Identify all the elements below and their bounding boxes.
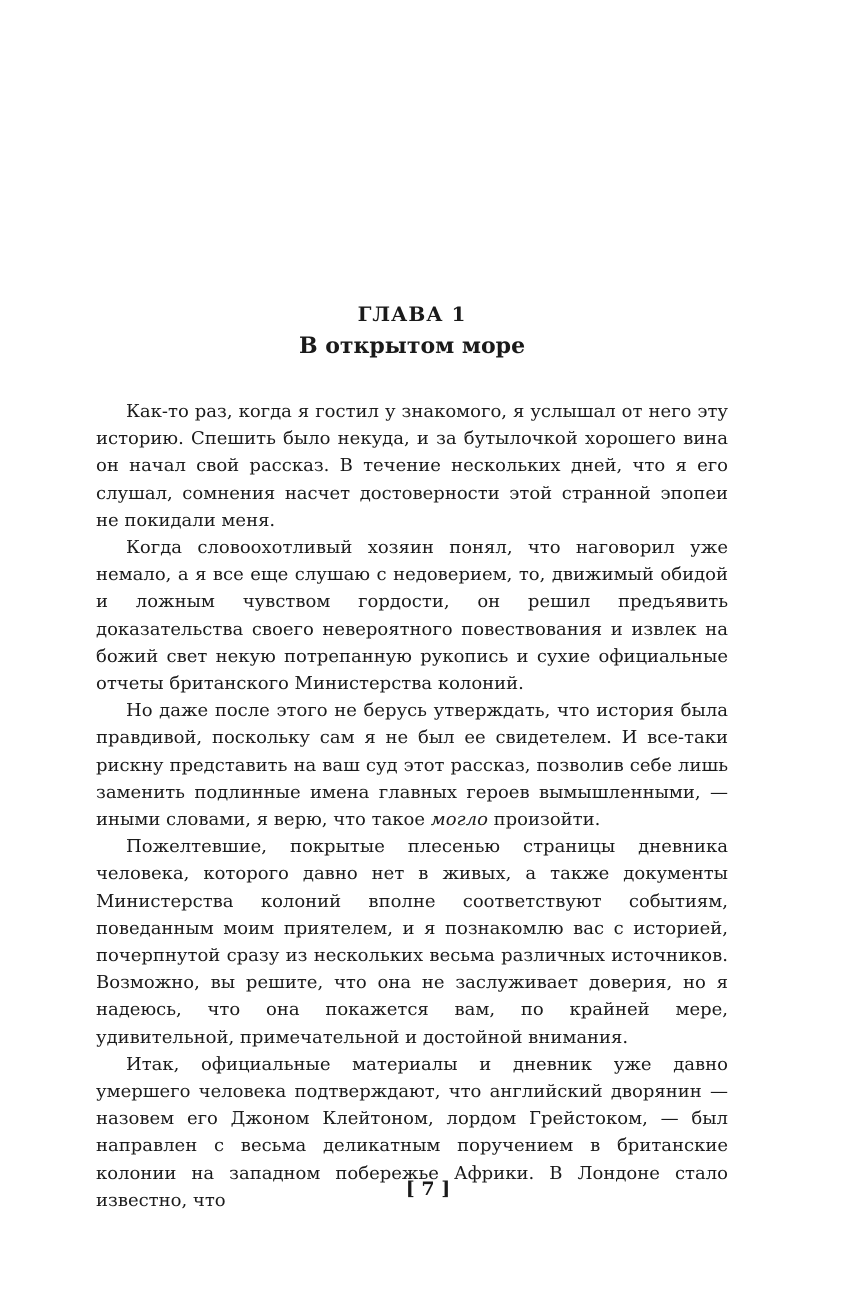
chapter-label: ГЛАВА 1 xyxy=(357,302,467,326)
paragraph-3 xyxy=(96,697,728,833)
paragraph-1: Как-то раз, когда я гостил у знакомого, я услышал от него эту историю. Спешить было некуда, и за бутылочкой хорошего вина он начал свой рассказ. В течение нескольких дней, что я его слушал, сомнения насчет достоверности этой странной эпопеи не покидали меня. xyxy=(96,401,728,531)
paragraph-5: Итак, официальные материалы и дневник уже давно умершего человека подтверждают, что английский дворянин — назовем его Джоном Клейтоном, лордом Грейстоком, — был направлен с весьма деликатным поручением в британские колонии на западном побережье Африки. В Лондоне стало известно, что xyxy=(96,1053,728,1211)
chapter-body xyxy=(96,398,728,1214)
paragraph-3-text-before: Но даже после этого не берусь утверждать, что история была правдивой, поскольку сам я не был ее свидетелем. И все-таки рискну представить на ваш суд этот рассказ, позволив себе лишь заменить подлинные имена главных героев вымышленными, — иными словами, я верю, что такое xyxy=(96,700,728,831)
paragraph-3-emphasis: могло xyxy=(430,809,488,831)
chapter-title: В открытом море xyxy=(298,333,526,359)
paragraph-3-text-after: произойти. xyxy=(487,809,601,831)
paragraph-2: Когда словоохотливый хозяин понял, что наговорил уже немало, а я все еще слушаю с недоверием, то, движимый обидой и ложным чувством гордости, он решил предъявить доказательства своего невероятного повествования и извлек на божий свет некую потрепанную рукопись и сухие официальные отчеты британского Министерства колоний. xyxy=(96,537,728,695)
page-number: [ 7 ] xyxy=(405,1178,451,1200)
book-page xyxy=(96,300,728,1214)
paragraph-4: Пожелтевшие, покрытые плесенью страницы дневника человека, которого давно нет в живых, а также документы Министерства колоний вполне соответствуют событиям, поведанным моим приятелем, и я познакомлю вас с историей, почерпнутой сразу из нескольких весьма различных источников. Возможно, вы решите, что она не заслуживает доверия, но я надеюсь, что она покажется вам, по крайней мере, удивительной, примечательной и достойной внимания. xyxy=(96,836,728,1048)
